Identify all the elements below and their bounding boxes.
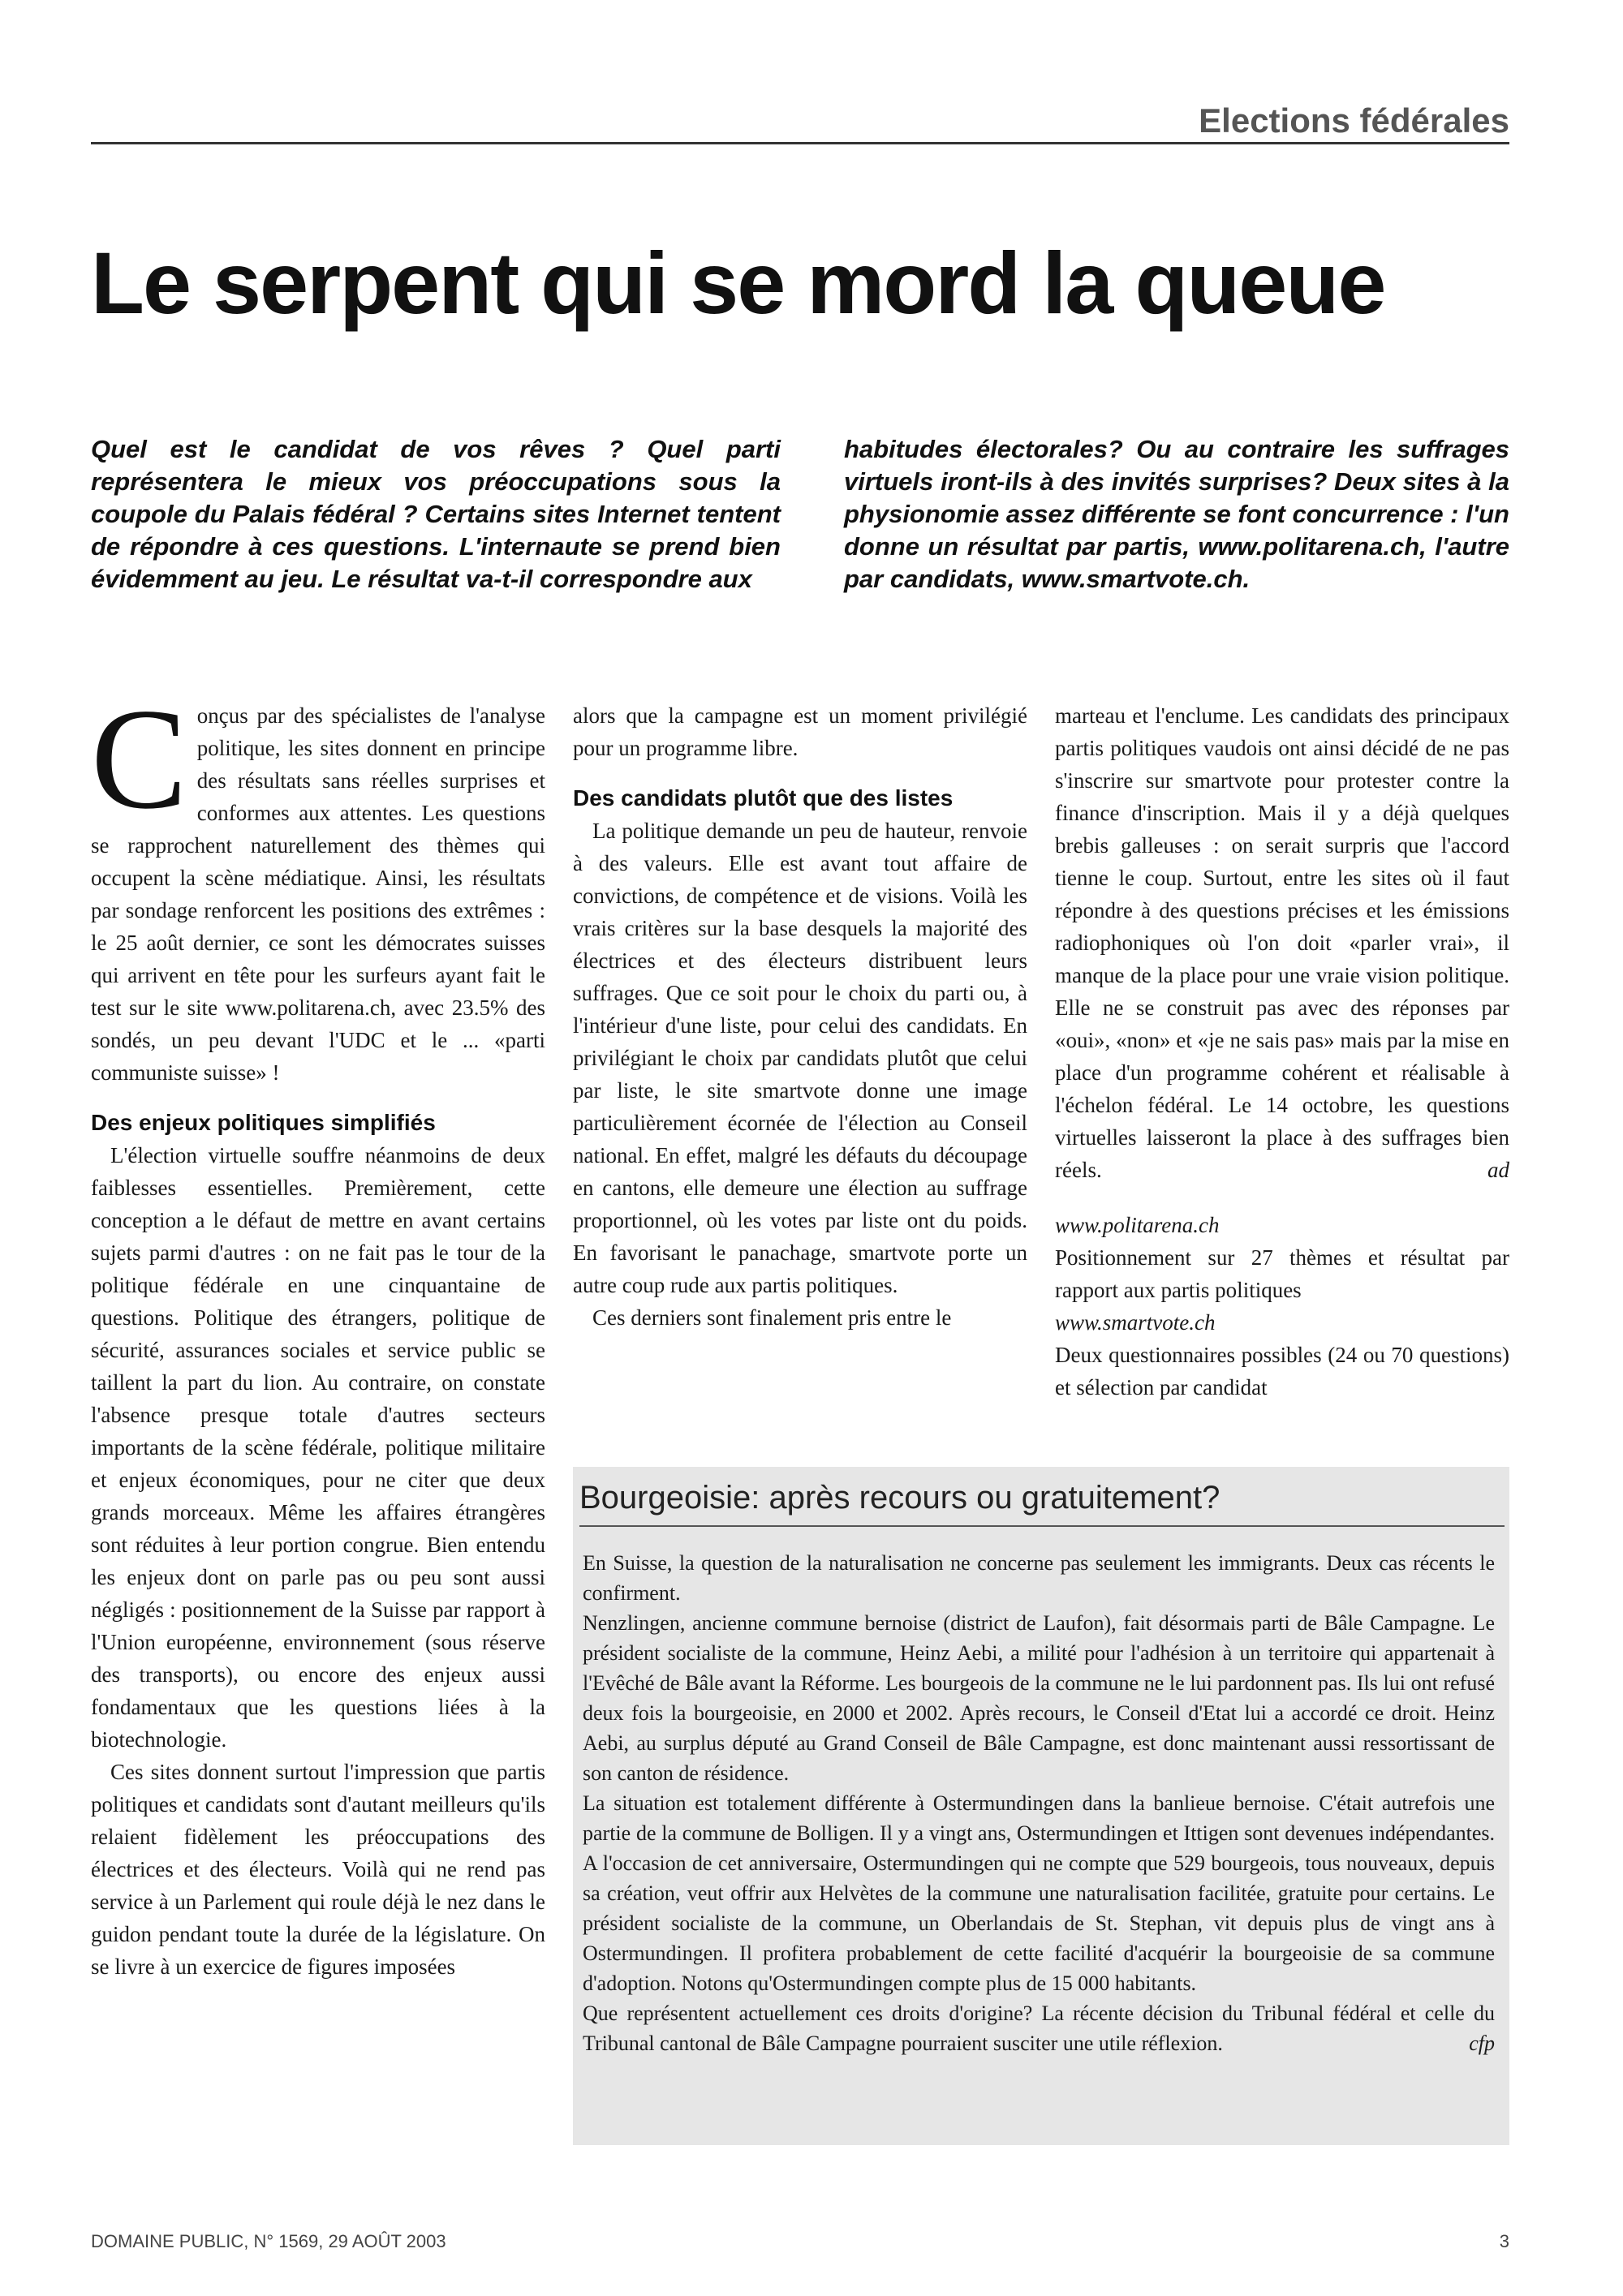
article-title: Le serpent qui se mord la queue (91, 234, 1385, 332)
link-politarena[interactable]: www.politarena.ch (1055, 1213, 1220, 1237)
body-paragraph: alors que la campagne est un moment privilégié pour un programme libre. (573, 703, 1027, 760)
author-signature: ad (1487, 1158, 1509, 1182)
box-body (583, 1548, 1495, 2058)
box-paragraph: Nenzlingen, ancienne commune bernoise (district de Laufon), fait désormais parti de Bâle Campagne. Le président socialiste de la commune, Heinz Aebi, a milité pour l'adhésion à un territoire qui appartenait à l'Evêché de Bâle avant la Réforme. Les bourgeois de la commune ne le lui pardonnent pas. Ils lui ont refusé deux fois la bourgeoisie, en 2000 et 2002. Après recours, le Conseil d'Etat lui a accordé ce droit. Heinz Aebi, au surplus député au Grand Conseil de Bâle Campagne, est donc maintenant aussi ressortissant de son canton de résidence. (583, 1611, 1495, 1785)
links-list (1055, 1209, 1509, 1404)
body-paragraph (1055, 699, 1509, 1186)
box-title: Bourgeoisie: après recours ou gratuitement? (579, 1478, 1505, 1527)
box-text: Que représentent actuellement ces droits d'origine? La récente décision du Tribunal fédéral et celle du Tribunal cantonal de Bâle Campagne pourraient susciter une utile réflexion. (583, 2001, 1495, 2055)
header-rule (91, 142, 1509, 144)
box-paragraph (583, 1998, 1495, 2058)
body-paragraph: L'élection virtuelle souffre néanmoins de deux faiblesses essentielles. Premièrement, cette conception a le défaut de mettre en avant certains sujets parmi d'autres : on ne fait pas le tour de la politique fédérale en une cinquantaine de questions. Politique des étrangers, politique de sécurité, assurances sociales et service public se taillent la part du lion. Au contraire, on constate l'absence presque totale d'autres secteurs importants de la scène fédérale, politique militaire et enjeux économiques, pour ne citer que deux grands morceaux. Même les affaires étrangères sont réduites à leur portion congrue. Bien entendu les enjeux dont on parle pas ou peu sont aussi négligés : positionnement de la Suisse par rapport à l'Union européenne, environnement (sous réserve des transports), ou encore des enjeux aussi fondamentaux que les questions liées à la biotechnologie. (91, 1143, 545, 1752)
intro-paragraph (91, 678, 545, 1089)
subheading-enjeux: Des enjeux politiques simplifiés (91, 1110, 436, 1135)
lead-column-1: Quel est le candidat de vos rêves ? Quel parti représentera le mieux vos préoccupations sous la coupole du Palais fédéral ? Certains sites Internet tentent de répondre à ces questions. L'internaute se prend bien évidemment au jeu. Le résultat va-t-il correspondre aux (91, 435, 781, 593)
body-paragraph: Ces sites donnent surtout l'impression que partis politiques et candidats sont d'autant meilleurs qu'ils relaient fidèlement les préoccupations des électrices et des électeurs. Voilà qui ne rend pas service à un Parlement qui roule déjà le nez dans le guidon pendant toute la durée de la législature. On se livre à un exercice de figures imposées (91, 1760, 545, 1979)
link-smartvote-description: Deux questionnaires possibles (24 ou 70 questions) et sélection par candidat (1055, 1343, 1509, 1400)
page-number: 3 (1499, 2231, 1509, 2251)
footer-publication: DOMAINE PUBLIC, N° 1569, 29 AOÛT 2003 (91, 2231, 446, 2251)
body-column-3 (1055, 699, 1509, 1404)
subheading-candidats: Des candidats plutôt que des listes (573, 785, 954, 810)
body-column-1 (91, 678, 545, 1983)
drop-cap: C (91, 678, 187, 839)
sidebar-box (573, 1467, 1509, 2145)
body-paragraph: Ces derniers sont finalement pris entre le (592, 1305, 952, 1330)
body-column-2 (573, 699, 1027, 1334)
link-politarena-description: Positionnement sur 27 thèmes et résultat par rapport aux partis politiques (1055, 1245, 1509, 1302)
link-smartvote[interactable]: www.smartvote.ch (1055, 1310, 1216, 1335)
lead-column-2: habitudes électorales? Ou au contraire les suffrages virtuels iront-ils à des invités surprises? Deux sites à la physionomie assez différente se font concurrence : l'un donne un résultat par partis, www.politarena.ch, l'autre par candidats, www.smartvote.ch. (844, 435, 1509, 593)
body-paragraph: La politique demande un peu de hauteur, renvoie à des valeurs. Elle est avant tout affaire de convictions, de compétence et de visions. Voilà les vrais critères sur la base desquels la majorité des électrices et des électeurs distribuent leurs suffrages. Que ce soit pour le choix du parti ou, à l'intérieur d'une liste, pour celui des candidats. En privilégiant le choix par candidats plutôt que celui par liste, le site smartvote donne une image particulièrement écornée de l'élection au Conseil national. En effet, malgré les défauts du découpage en cantons, elle demeure une élection au suffrage proportionnel, où les votes par liste ont du poids. En favorisant le panachage, smartvote porte un autre coup rude aux partis politiques. (573, 819, 1027, 1297)
section-label: Elections fédérales (1199, 101, 1509, 140)
box-paragraph: La situation est totalement différente à Ostermundingen dans la banlieue bernoise. C'était autrefois une partie de la commune de Bolligen. Il y a vingt ans, Ostermundingen et Ittigen sont devenues indépendantes. A l'occasion de cet anniversaire, Ostermundingen qui ne compte que 529 bourgeois, tous nouveaux, depuis sa création, veut offrir aux Helvètes de la commune une naturalisation facilitée, gratuite pour certains. Le président socialiste de la commune, un Oberlandais de St. Stephan, vit depuis plus de vingt ans à Ostermundingen. Il profitera probablement de cette facilité d'acquérir la bourgeoisie de sa commune d'adoption. Notons qu'Ostermundingen compte plus de 15 000 habitants. (583, 1791, 1495, 1995)
intro-text: onçus par des spécialistes de l'analyse politique, les sites donnent en principe des résultats sans réelles surprises et conformes aux attentes. Les questions se rapprochent naturellement des thèmes qui occupent la scène médiatique. Ainsi, les résultats par sondage renforcent les positions des extrêmes : le 25 août dernier, ce sont les démocrates suisses qui arrivent en tête pour les surfeurs ayant fait le test sur le site www.politarena.ch, avec 23.5% des sondés, un peu devant l'UDC et le ... «parti communiste suisse» ! (91, 703, 545, 1085)
box-paragraph: En Suisse, la question de la naturalisation ne concerne pas seulement les immigrants. Deux cas récents le confirment. (583, 1551, 1495, 1605)
body-text: marteau et l'enclume. Les candidats des principaux partis politiques vaudois ont ainsi décidé de ne pas s'inscrire sur smartvote pour protester contre la finance d'inscription. Mais il y a déjà quelques brebis galleuses : on serait surpris que l'accord tienne le coup. Surtout, entre les sites où il faut répondre à des questions précises et les émissions radiophoniques où l'on doit «parler vrai», il manque de la place pour une vraie vision politique. Elle ne se construit pas avec des réponses par «oui», «non» et «je ne sais pas» mais par la mise en place d'un programme cohérent et réalisable à l'échelon fédéral. Le 14 octobre, les questions virtuelles laisseront la place à des suffrages bien réels. (1055, 703, 1509, 1182)
box-signature: cfp (1469, 2032, 1495, 2055)
